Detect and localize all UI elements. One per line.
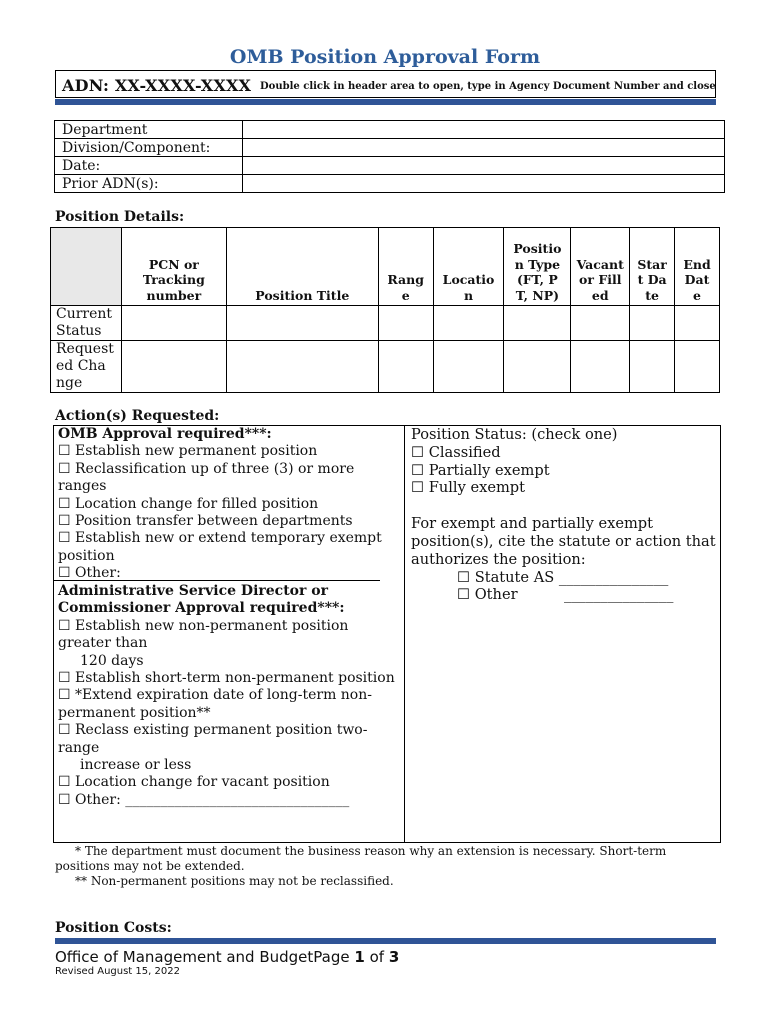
col-end-date-label: End Date — [683, 256, 711, 303]
checkbox-omb-other[interactable]: ☐ Other: — [58, 565, 121, 582]
footnote-1: * The department must document the business reason why an extension is necessary. Short-term positions may not be extended. — [55, 844, 667, 873]
table-cell[interactable] — [378, 306, 433, 341]
col-position-type-label: Position Type (FT, PT, NP) — [513, 241, 562, 303]
table-cell[interactable] — [226, 306, 378, 341]
footer-rule — [55, 938, 716, 944]
checkbox-status-other[interactable]: ☐ Other _______________ — [457, 586, 674, 604]
table-cell[interactable] — [571, 306, 630, 341]
table-cell[interactable] — [675, 341, 720, 393]
position-details-heading: Position Details: — [55, 209, 185, 225]
position-status-section — [411, 426, 716, 604]
checkbox-location-filled[interactable]: ☐ Location change for filled position — [58, 495, 319, 512]
actions-heading: Action(s) Requested: — [55, 408, 220, 424]
col-pcn-label: PCN or Tracking number — [142, 256, 205, 303]
asd-approval-section — [58, 583, 398, 809]
corner-cell — [51, 228, 122, 306]
asd-approval-heading: Administrative Service Director or Commissioner Approval required***: — [58, 583, 345, 617]
table-cell[interactable] — [630, 341, 675, 393]
omb-approval-heading: OMB Approval required***: — [58, 426, 272, 442]
table-cell[interactable] — [504, 306, 571, 341]
checkbox-statute[interactable]: ☐ Statute AS _______________ — [457, 568, 669, 586]
row-requested-change-label: Requested Change — [56, 341, 114, 391]
col-position-type — [504, 228, 571, 306]
position-status-heading: Position Status: (check one) — [411, 426, 618, 443]
row-requested-change — [51, 341, 122, 393]
footer — [55, 948, 399, 966]
row-current-status — [51, 306, 122, 341]
checkbox-location-vacant[interactable]: ☐ Location change for vacant position — [58, 774, 330, 791]
footer-office: Office of Management and Budget — [55, 948, 314, 966]
checkbox-new-non-permanent[interactable]: ☐ Establish new non-permanent position greater than — [58, 617, 349, 652]
checkbox-transfer[interactable]: ☐ Position transfer between departments — [58, 513, 353, 530]
date-field[interactable] — [243, 157, 725, 175]
header-rule — [55, 99, 716, 105]
col-pcn — [121, 228, 226, 306]
prior-adn-field[interactable] — [243, 175, 725, 193]
footer-page-total: 3 — [388, 948, 400, 966]
prior-adn-label: Prior ADN(s): — [55, 175, 243, 193]
date-label: Date: — [55, 157, 243, 175]
col-end-date — [675, 228, 720, 306]
table-cell[interactable] — [630, 306, 675, 341]
checkbox-new-permanent[interactable]: ☐ Establish new permanent position — [58, 443, 318, 460]
position-details-table — [50, 227, 720, 393]
table-cell[interactable] — [226, 341, 378, 393]
adn-label: ADN: XX-XXXX-XXXX — [62, 76, 252, 95]
checkbox-classified[interactable]: ☐ Classified — [411, 443, 501, 461]
exempt-instructions: For exempt and partially exempt position(s), cite the statute or action that authorizes the position: — [411, 515, 716, 568]
footer-page-word: Page — [313, 948, 350, 966]
revised-date: Revised August 15, 2022 — [55, 966, 180, 977]
col-range — [378, 228, 433, 306]
footer-page-number: 1 — [354, 948, 365, 966]
table-cell[interactable] — [675, 306, 720, 341]
division-field[interactable] — [243, 139, 725, 157]
col-start-date — [630, 228, 675, 306]
department-field[interactable] — [243, 121, 725, 139]
col-vacant-filled — [571, 228, 630, 306]
table-cell[interactable] — [504, 341, 571, 393]
checkbox-short-term[interactable]: ☐ Establish short-term non-permanent position — [58, 670, 395, 687]
checkbox-extend-expiration[interactable]: ☐ *Extend expiration date of long-term non-permanent position** — [58, 687, 372, 721]
col-position-title: Position Title — [226, 228, 378, 306]
actions-divider — [404, 425, 405, 843]
table-cell[interactable] — [433, 306, 504, 341]
checkbox-temporary-exempt[interactable]: ☐ Establish new or extend temporary exempt position — [58, 530, 382, 564]
department-table — [54, 120, 725, 193]
table-cell[interactable] — [571, 341, 630, 393]
department-label: Department — [55, 121, 243, 139]
col-range-label: Range — [387, 272, 424, 303]
checkbox-reclassification[interactable]: ☐ Reclassification up of three (3) or more ranges — [58, 460, 355, 495]
table-cell[interactable] — [378, 341, 433, 393]
page-title: OMB Position Approval Form — [229, 46, 541, 68]
footer-of-word: of — [369, 948, 385, 966]
table-cell[interactable] — [433, 341, 504, 393]
footnote-2: ** Non-permanent positions may not be reclassified. — [75, 874, 394, 888]
col-location-label: Location — [442, 272, 495, 303]
division-label: Division/Component: — [55, 139, 243, 157]
table-cell[interactable] — [121, 306, 226, 341]
checkbox-reclass-two-range[interactable]: ☐ Reclass existing permanent position two-range — [58, 722, 368, 756]
row-current-status-label: Current Status — [56, 306, 113, 339]
checkbox-partially-exempt[interactable]: ☐ Partially exempt — [411, 461, 550, 479]
omb-approval-section — [58, 426, 398, 583]
table-cell[interactable] — [121, 341, 226, 393]
position-costs-heading: Position Costs: — [55, 920, 172, 936]
days-text: 120 days — [80, 652, 144, 669]
checkbox-asd-other[interactable]: ☐ Other: ________________________________ — [58, 791, 350, 808]
footnotes — [55, 844, 705, 889]
increase-text: increase or less — [80, 757, 192, 774]
checkbox-fully-exempt[interactable]: ☐ Fully exempt — [411, 479, 526, 497]
col-start-date-label: Start Date — [637, 256, 667, 303]
col-vacant-filled-label: Vacant or Filled — [576, 256, 624, 303]
adn-hint: Double click in header area to open, type in Agency Document Number and close — [260, 81, 716, 92]
col-location — [433, 228, 504, 306]
